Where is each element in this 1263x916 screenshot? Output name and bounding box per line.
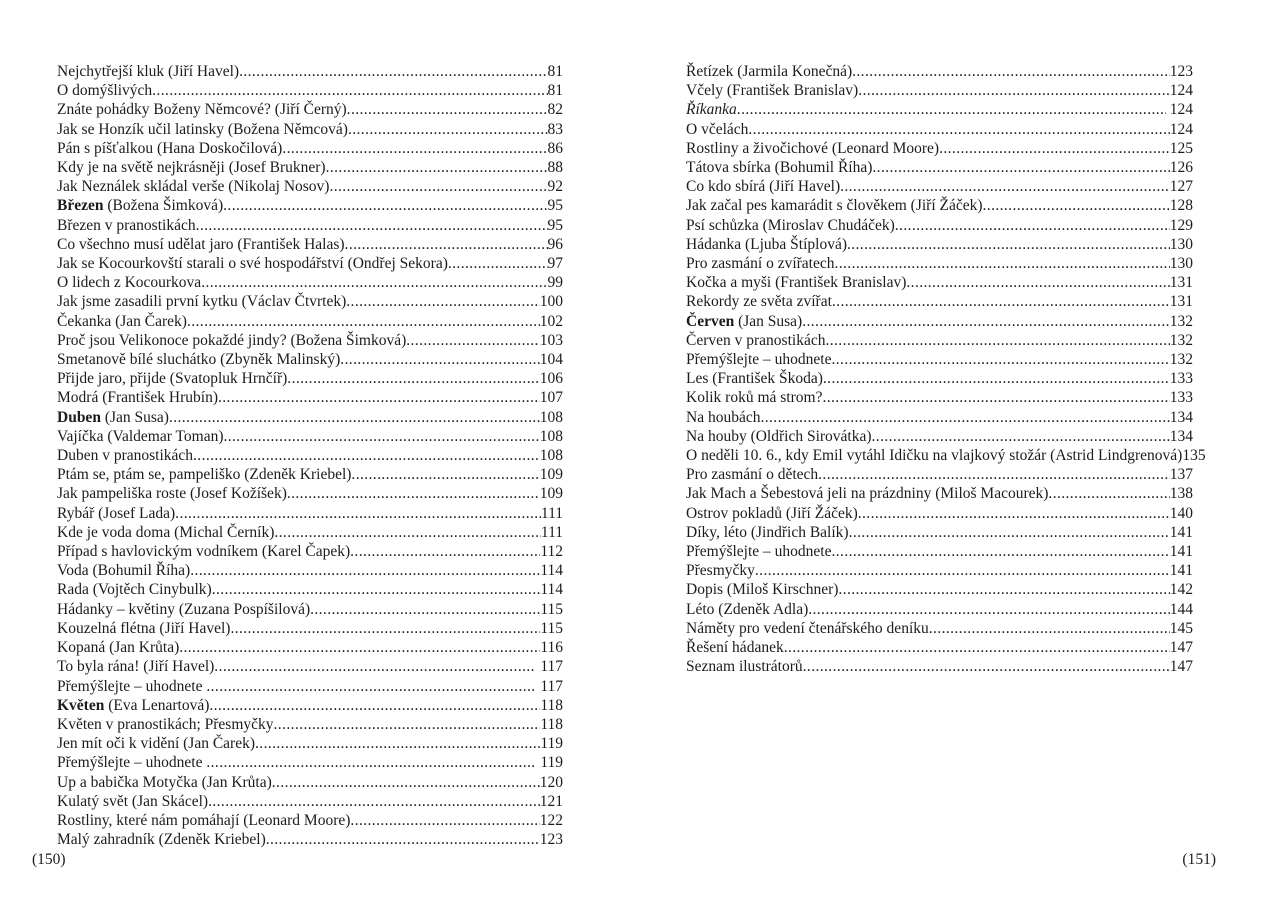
dot-leader [196,216,548,235]
toc-entry [686,600,1193,619]
toc-entry-title: Duben v pranostikách [57,447,194,465]
dot-leader [838,580,1169,599]
toc-entry-page: 88 [547,159,563,177]
toc-entry [57,254,563,273]
dot-leader [326,158,548,177]
dot-leader [823,369,1170,388]
dot-leader [218,388,540,407]
toc-entry-title: Psí schůzka (Miroslav Chudáček) [686,216,895,234]
toc-entry-title: Tátova sbírka (Bohumil Říha) [686,159,873,177]
dot-leader [858,81,1170,100]
toc-entry-page: 108 [539,447,563,465]
toc-entry-title: Léto (Zdeněk Adla) [686,600,809,618]
toc-entry-title: Rada (Vojtěch Cinybulk) [57,581,212,599]
toc-entry [57,196,563,215]
toc-entry-page: 138 [1169,485,1193,503]
toc-entry-title: (Božena Šimková) [103,197,224,215]
toc-entry-page: 95 [547,197,563,215]
toc-entry-title: Kouzelná flétna (Jiří Havel) [57,619,231,637]
toc-entry-page: 131 [1169,274,1193,292]
dot-leader [208,792,540,811]
dot-leader [214,657,536,676]
dot-leader [802,312,1170,331]
toc-entry-title: Kolik roků má strom? [686,389,823,407]
toc-entry-title: Jak začal pes kamarádit s člověkem (Jiří Žáček) [686,197,983,215]
dot-leader [1048,484,1169,503]
toc-entry-page: 96 [547,235,563,253]
dot-leader [206,753,536,772]
toc-entry-page: 147 [1169,639,1193,657]
dot-leader [310,600,540,619]
toc-entry-page: 141 [1169,523,1193,541]
toc-entry [57,350,563,369]
toc-entry-page: 133 [1169,389,1193,407]
toc-entry [57,773,563,792]
toc-entry-title: Čekanka (Jan Čarek) [57,312,187,330]
toc-entry [57,177,563,196]
dot-leader [350,542,540,561]
dot-leader [822,388,1169,407]
dot-leader [840,177,1170,196]
toc-entry [57,100,563,119]
dot-leader [872,427,1170,446]
toc-entry [57,62,563,81]
toc-entry-title: Květen v pranostikách; Přesmyčky [57,715,274,733]
toc-entry-title: Malý zahradník (Zdeněk Kriebel) [57,831,266,849]
toc-entry [686,292,1193,311]
dot-leader [193,446,540,465]
dot-leader [939,139,1170,158]
dot-leader [832,292,1170,311]
page-number-left: (150) [32,851,66,868]
dot-leader [849,523,1170,542]
dot-leader [929,619,1170,638]
toc-entry-title: Hádanky – květiny (Zuzana Pospíšilová) [57,600,311,618]
toc-entry-page: 123 [539,831,563,849]
toc-entry-title: Řešení hádanek [686,639,784,657]
toc-entry-page: 132 [1169,351,1193,369]
toc-entry [686,561,1193,580]
toc-entry-page: 132 [1169,312,1193,330]
toc-entry [57,120,563,139]
toc-entry [686,254,1193,273]
toc-entry-page: 118 [540,696,563,714]
toc-entry [686,216,1193,235]
toc-entry-title: Les (František Škoda) [686,370,823,388]
dot-leader [223,427,539,446]
toc-entry-page: 97 [547,255,563,273]
toc-entry-page: 128 [1169,197,1193,215]
toc-entry [57,312,563,331]
toc-entry-title: Jak Neználek skládal verše (Nikolaj Nosov) [57,178,330,196]
toc-entry-page: 135 [1182,447,1206,465]
toc-entry [686,638,1193,657]
toc-entry-title: Pro zasmání o dětech [686,466,819,484]
toc-entry [686,619,1193,638]
dot-leader [169,408,540,427]
toc-entry [57,792,563,811]
toc-entry [57,292,563,311]
toc-entry-page: 108 [539,408,563,426]
toc-entry-page: 141 [1169,562,1193,580]
toc-entry-title: Hádanka (Ljuba Štíplová) [686,235,847,253]
dot-leader [760,408,1169,427]
toc-entry-title: Rostliny, které nám pomáhají (Leonard Moore) [57,811,351,829]
dot-leader [266,830,540,849]
dot-leader [239,62,547,81]
dot-leader [906,273,1169,292]
toc-entry-title: Vajíčka (Valdemar Toman) [57,427,224,445]
dot-leader [274,523,541,542]
toc-entry-month: Červen [686,312,735,330]
toc-entry-page: 108 [539,427,563,445]
toc-entry-page: 140 [1169,504,1193,522]
toc-entry [686,523,1193,542]
toc-entry [686,312,1193,331]
toc-entry-title: Na houbách [686,408,761,426]
toc-entry-page: 104 [539,351,563,369]
dot-leader [190,561,540,580]
toc-entry-page: 107 [539,389,563,407]
toc-entry-page: 83 [547,120,563,138]
toc-entry-page: 124 [1169,120,1193,138]
toc-entry-title: Náměty pro vedení čtenářského deníku [686,619,929,637]
toc-entry-page: 119 [540,735,563,753]
toc-entry-page: 144 [1169,600,1193,618]
toc-entry-page: 124 [1169,82,1193,100]
dot-leader [784,638,1170,657]
toc-entry [686,350,1193,369]
dot-leader [448,254,548,273]
toc-entry-title: Díky, léto (Jindřich Balík) [686,523,849,541]
toc-entry-page: 117 [536,677,563,695]
toc-entry-title: Rybář (Josef Lada) [57,504,176,522]
toc-entry [57,369,563,388]
toc-entry-title: Proč jsou Velikonoce pokaždé jindy? (Božena Šimková) [57,331,407,349]
toc-entry-title: Rostliny a živočichové (Leonard Moore) [686,139,940,157]
toc-entry-page: 141 [1169,543,1193,561]
toc-entry-title: Smetanově bílé sluchátko (Zbyněk Malinský) [57,351,341,369]
toc-entry-title: O neděli 10. 6., kdy Emil vytáhl Idičku na vlajkový stožár (Astrid Lindgrenová) [686,447,1183,465]
toc-entry-page: 81 [547,82,563,100]
dot-leader [272,773,540,792]
toc-entry [57,696,563,715]
toc-entry-title: Kdy je na světě nejkrásněji (Josef Brukner) [57,159,326,177]
toc-entry-title: Modrá (František Hrubín) [57,389,218,407]
toc-entry-page: 81 [547,63,563,80]
toc-entry [57,504,563,523]
toc-entry-page: 123 [1169,63,1193,80]
toc-entry-page: 121 [539,792,563,810]
toc-entry-month: Květen [57,696,105,714]
dot-leader [287,484,540,503]
dot-leader [201,273,547,292]
toc-entry [686,388,1193,407]
toc-entry-page: 95 [547,216,563,234]
dot-leader [803,657,1170,676]
toc-entry [57,216,563,235]
toc-entry-page: 111 [540,523,563,541]
toc-entry-page: 103 [539,331,563,349]
toc-entry [57,753,563,772]
dot-leader [748,120,1169,139]
dot-leader [329,177,547,196]
toc-entry-page: 114 [540,562,563,580]
dot-leader [255,734,540,753]
dot-leader [287,369,539,388]
dot-leader [212,580,541,599]
toc-entry-page: 116 [540,639,563,657]
dot-leader [230,619,540,638]
toc-entry [57,542,563,561]
page-number-right: (151) [1182,851,1216,868]
toc-entry-page: 130 [1169,255,1193,273]
dot-leader [818,465,1170,484]
toc-entry-title: Co všechno musí udělat jaro (František Halas) [57,235,345,253]
dot-leader [340,350,540,369]
dot-leader [825,331,1169,350]
toc-entry [686,158,1193,177]
dot-leader [346,292,539,311]
toc-entry-title: Přemýšlejte – uhodnete [57,754,207,772]
toc-entry-page: 118 [540,715,563,733]
toc-entry [57,830,563,849]
toc-entry-title: Přemýšlejte – uhodnete [686,543,832,561]
toc-entry-title: Jak se Kocourkovští starali o své hospodářství (Ondřej Sekora) [57,255,448,273]
toc-entry [57,446,563,465]
toc-entry [686,331,1193,350]
toc-entry-page: 112 [540,543,563,561]
toc-entry-title: (Jan Susa) [100,408,169,426]
toc-entry [57,484,563,503]
toc-entry [686,465,1193,484]
toc-entry [57,657,563,676]
toc-entry-page: 120 [539,773,563,791]
toc-entry-page: 133 [1169,370,1193,388]
toc-entry-title: Rekordy ze světa zvířat [686,293,832,311]
toc-entry-title: Na houby (Oldřich Sirovátka) [686,427,872,445]
toc-entry-page: 142 [1169,581,1193,599]
toc-entry-page: 125 [1169,139,1193,157]
toc-entry-page: 109 [539,466,563,484]
dot-leader [206,677,536,696]
dot-leader [858,504,1170,523]
toc-entry [686,657,1193,676]
toc-entry-title: (Eva Lenartová) [104,696,210,714]
toc-page-left [57,62,563,849]
toc-entry-title: Přemýšlejte – uhodnete [57,677,207,695]
toc-entry-month: Duben [57,408,101,426]
toc-entry [686,273,1193,292]
toc-entry [686,446,1206,465]
dot-leader [351,465,539,484]
toc-entry-title: Znáte pohádky Boženy Němcové? (Jiří Černý) [57,101,347,119]
toc-entry [57,561,563,580]
toc-entry [57,235,563,254]
toc-entry-page: 106 [539,370,563,388]
toc-entry [57,465,563,484]
toc-entry [686,196,1193,215]
toc-entry-page: 100 [539,293,563,311]
dot-leader [832,542,1170,561]
toc-entry-title: Seznam ilustrátorů [686,658,803,676]
toc-entry-title: Včely (František Branislav) [686,82,859,100]
toc-entry-page: 117 [536,658,563,676]
toc-entry-title: Jak jsme zasadili první kytku (Václav Čtvrtek) [57,293,347,311]
toc-entry [686,484,1193,503]
toc-entry-page: 119 [536,754,563,772]
toc-entry-page: 132 [1169,331,1193,349]
toc-entry-page: 145 [1169,619,1193,637]
toc-entry [686,369,1193,388]
toc-entry [57,638,563,657]
toc-entry [686,139,1193,158]
toc-entry-title: Dopis (Miloš Kirschner) [686,581,839,599]
toc-entry-title: Ostrov pokladů (Jiří Žáček) [686,504,858,522]
toc-entry [57,715,563,734]
dot-leader [832,350,1170,369]
toc-page-right [686,62,1206,677]
toc-entry-page: 102 [539,312,563,330]
dot-leader [187,312,540,331]
dot-leader [345,235,548,254]
toc-entry-page: 92 [547,178,563,196]
toc-entry [686,81,1193,100]
toc-entry [57,580,563,599]
toc-entry-page: 134 [1169,408,1193,426]
toc-entry [57,139,563,158]
toc-entry-page: 127 [1169,178,1193,196]
toc-entry-title: Kočka a myši (František Branislav) [686,274,907,292]
toc-entry [57,158,563,177]
dot-leader [872,158,1169,177]
toc-entry-title: Jak pampeliška roste (Josef Kožíšek) [57,485,287,503]
toc-entry-title: Březen v pranostikách [57,216,196,234]
toc-entry-title: Přijde jaro, přijde (Svatopluk Hrnčíř) [57,370,288,388]
toc-entry-title: Říkanka [686,101,737,119]
toc-entry-page: 124 [1165,101,1193,119]
toc-entry-page: 134 [1169,427,1193,445]
toc-entry-title: Řetízek (Jarmila Konečná) [686,63,853,80]
toc-entry-title: Přemýšlejte – uhodnete [686,351,832,369]
toc-entry-title: Kde je voda doma (Michal Černík) [57,523,275,541]
toc-entry-page: 115 [540,619,563,637]
dot-leader [348,120,548,139]
toc-entry [57,331,563,350]
dot-leader [175,504,541,523]
toc-entry-title: Voda (Bohumil Říha) [57,562,191,580]
dot-leader [223,196,547,215]
toc-entry-title: Červen v pranostikách [686,331,826,349]
toc-entry [57,273,563,292]
toc-entry [57,523,563,542]
toc-entry [57,677,563,696]
dot-leader [852,62,1170,81]
toc-entry [686,504,1193,523]
dot-leader [350,811,539,830]
toc-entry-page: 99 [547,274,563,292]
dot-leader [834,254,1169,273]
toc-entry-title: O včelách [686,120,749,138]
toc-entry [686,542,1193,561]
dot-leader [983,196,1170,215]
toc-entry-page: 147 [1169,658,1193,676]
dot-leader [895,216,1170,235]
toc-entry-title: To byla rána! (Jiří Havel) [57,658,215,676]
dot-leader [209,696,540,715]
toc-entry [57,619,563,638]
toc-entry-title: O lidech z Kocourkova [57,274,202,292]
dot-leader [179,638,540,657]
toc-entry-title: Pro zasmání o zvířatech [686,255,835,273]
toc-entry [57,811,563,830]
toc-entry-page: 126 [1169,159,1193,177]
dot-leader [737,100,1166,119]
toc-entry-page: 115 [540,600,563,618]
toc-entry-page: 122 [539,811,563,829]
dot-leader [808,600,1170,619]
dot-leader [347,100,548,119]
toc-entry-title: Pán s píšťalkou (Hana Doskočilová) [57,139,283,157]
toc-entry-page: 82 [547,101,563,119]
toc-entry-title: Přesmyčky [686,562,755,580]
toc-entry-title: Nejchytřejší kluk (Jiří Havel) [57,63,240,80]
toc-entry-title: Jen mít oči k vidění (Jan Čarek) [57,735,256,753]
toc-entry [686,427,1193,446]
toc-entry-title: Jak Mach a Šebestová jeli na prázdniny (Miloš Macourek) [686,485,1049,503]
toc-entry-page: 130 [1169,235,1193,253]
toc-entry-page: 111 [540,504,563,522]
toc-entry-title: Co kdo sbírá (Jiří Havel) [686,178,841,196]
toc-entry-title: Jak se Honzík učil latinsky (Božena Němcová) [57,120,348,138]
toc-entry [57,388,563,407]
toc-entry-title: Ptám se, ptám se, pampeliško (Zdeněk Kriebel) [57,466,352,484]
toc-entry-month: Březen [57,197,104,215]
toc-entry [57,427,563,446]
toc-entry [686,177,1193,196]
toc-entry [686,408,1193,427]
dot-leader [274,715,541,734]
toc-entry-title: (Jan Susa) [734,312,803,330]
toc-entry [686,580,1193,599]
toc-entry-title: Kulatý svět (Jan Skácel) [57,792,209,810]
toc-entry-title: Případ s havlovickým vodníkem (Karel Čapek) [57,543,351,561]
toc-entry [57,600,563,619]
toc-entry [686,100,1193,119]
dot-leader [847,235,1170,254]
toc-entry-title: Kopaná (Jan Krůta) [57,639,180,657]
toc-entry [57,734,563,753]
toc-entry [686,235,1193,254]
toc-entry-page: 109 [539,485,563,503]
toc-entry [57,408,563,427]
toc-entry-page: 137 [1169,466,1193,484]
dot-leader [152,81,547,100]
toc-entry-title: Up a babička Motyčka (Jan Krůta) [57,773,272,791]
toc-entry-page: 129 [1169,216,1193,234]
dot-leader [282,139,547,158]
toc-entry [686,120,1193,139]
toc-entry [57,81,563,100]
toc-entry-page: 86 [547,139,563,157]
toc-entry-title: O domýšlivých [57,82,153,100]
toc-entry-page: 131 [1169,293,1193,311]
dot-leader [755,561,1170,580]
dot-leader [406,331,540,350]
toc-entry [686,62,1193,81]
toc-entry-page: 114 [540,581,563,599]
